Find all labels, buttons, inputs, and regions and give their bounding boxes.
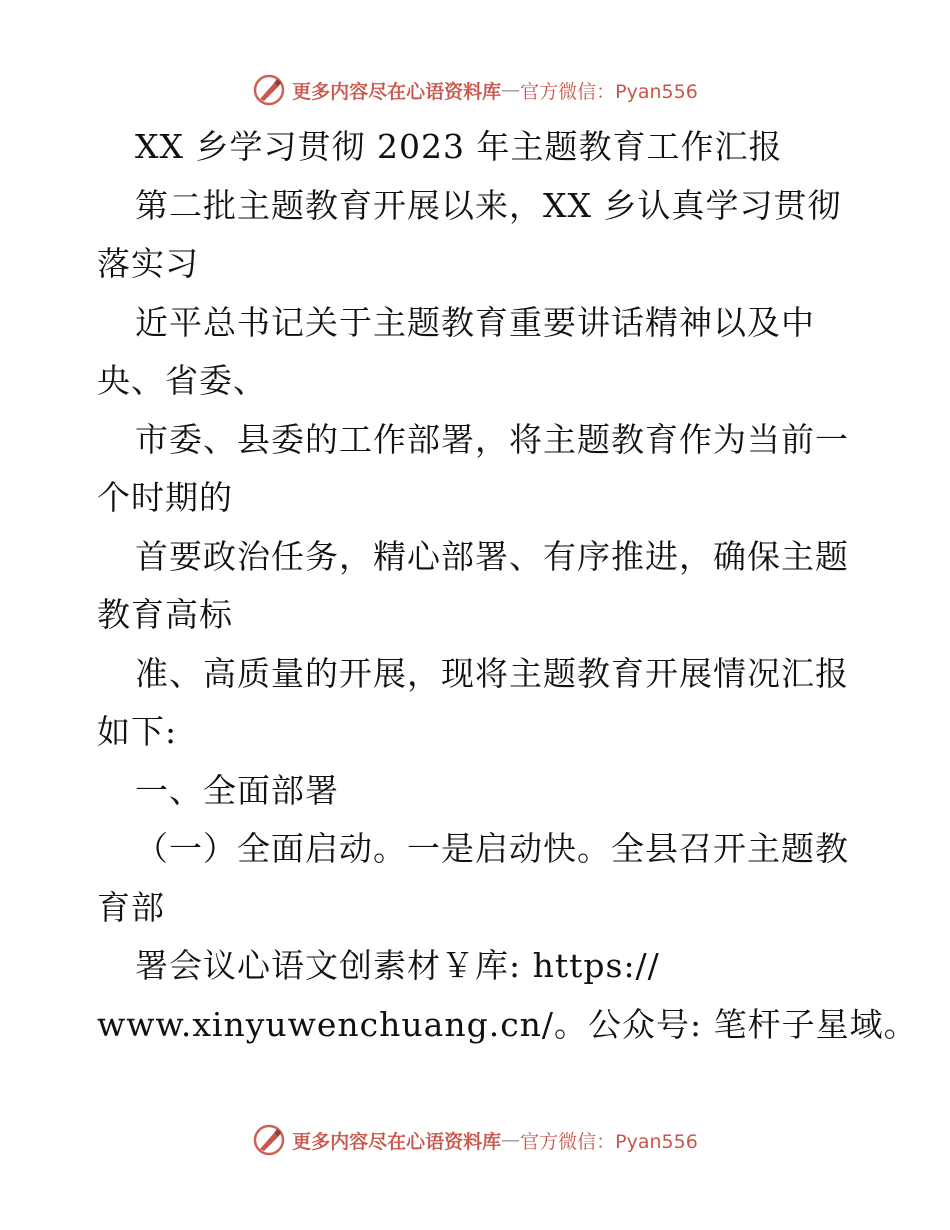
paragraph-line: 如下: <box>97 712 178 751</box>
watermark-brand-text: 更多内容尽在心语资料库 <box>292 1130 502 1153</box>
paragraph-line: 育部 <box>97 887 165 927</box>
watermark-dash: — <box>501 79 521 101</box>
paragraph-line: 首要政治任务，精心部署、有序推进，确保主题 <box>135 536 849 576</box>
section-heading: 一、全面部署 <box>135 770 339 810</box>
paragraph-line: （一）全面启动。一是启动快。全县召开主题教 <box>135 829 849 868</box>
watermark-wechat-text: 官方微信：Pyan556 <box>520 1130 698 1153</box>
paragraph-line: 近平总书记关于主题教育重要讲话精神以及中 <box>135 302 815 342</box>
pen-logo-icon <box>252 73 286 107</box>
document-title: XX 乡学习贯彻 2023 年主题教育工作汇报 <box>135 127 783 166</box>
pen-logo-icon <box>252 1123 286 1157</box>
watermark-wechat-text: 官方微信：Pyan556 <box>520 80 698 103</box>
paragraph-line: 市委、县委的工作部署，将主题教育作为当前一 <box>135 419 849 459</box>
paragraph-line: 第二批主题教育开展以来，XX 乡认真学习贯彻 <box>135 185 842 225</box>
footer-watermark <box>0 1120 950 1160</box>
paragraph-line: 署会议心语文创素材￥库: https:// <box>135 946 660 985</box>
paragraph-line: 央、省委、 <box>97 361 267 400</box>
paragraph-line: 教育高标 <box>97 595 233 634</box>
paragraph-line: 个时期的 <box>97 478 233 517</box>
watermark-dash: — <box>501 1129 521 1151</box>
paragraph-line: 落实习 <box>97 244 199 283</box>
paragraph-line: www.xinyuwenchuang.cn/。公众号: 笔杆子星域。 <box>97 1004 918 1044</box>
watermark-brand-text: 更多内容尽在心语资料库 <box>292 80 502 103</box>
header-watermark <box>0 70 950 110</box>
document-body <box>97 118 918 1054</box>
paragraph-line: 准、高质量的开展，现将主题教育开展情况汇报 <box>135 653 849 693</box>
